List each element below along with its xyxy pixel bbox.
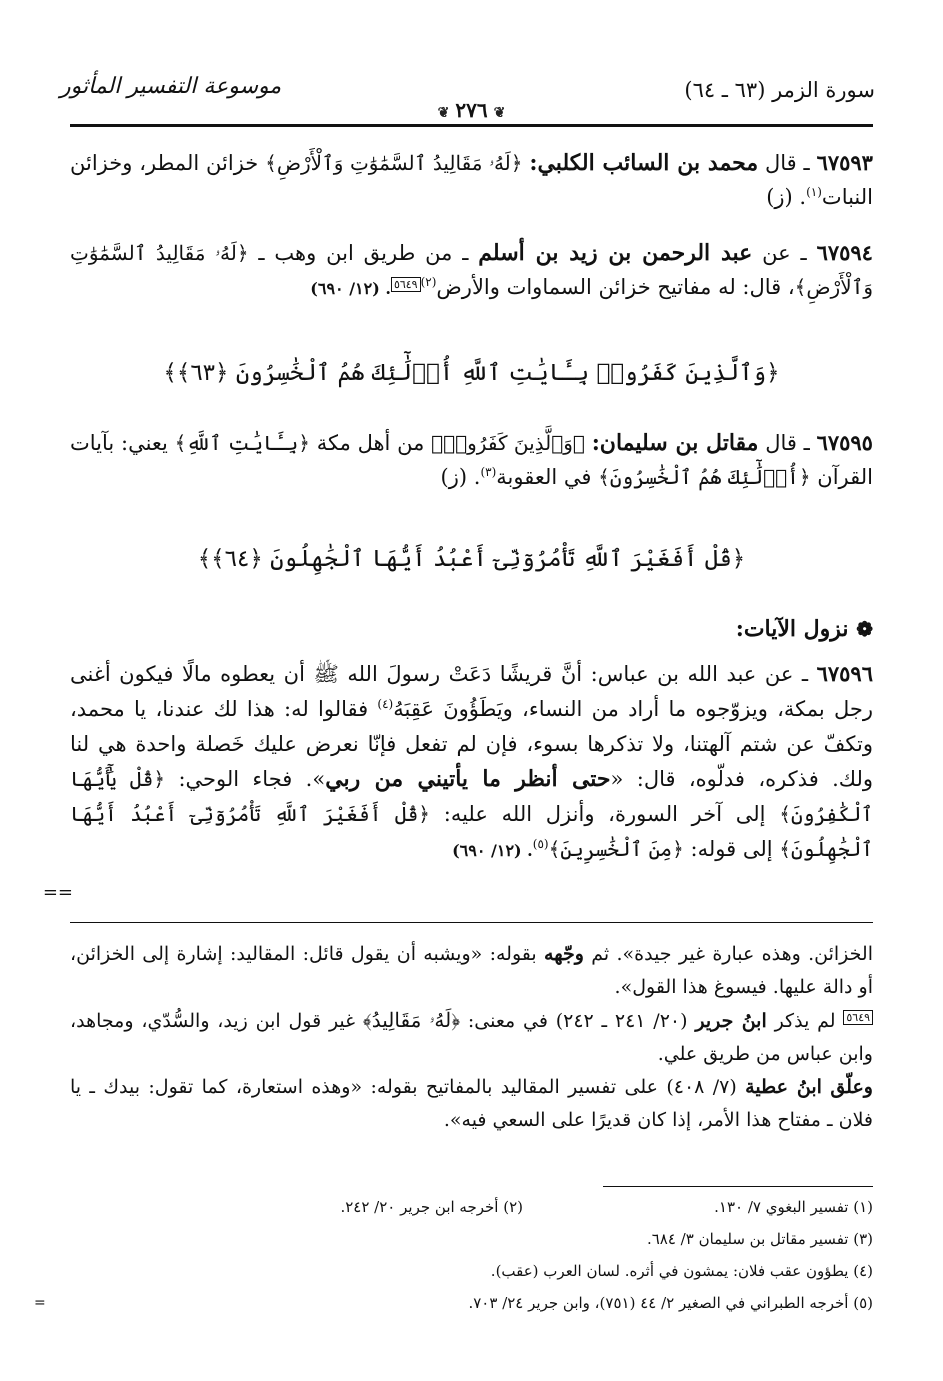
ornament-icon: ❦ [493, 105, 506, 121]
footnote-ref[interactable]: (١) [806, 185, 822, 199]
verse-64: ﴿قُلْ أَفَغَيْرَ ٱللَّهِ تَأْمُرُوٓنِّىٓ أَعْبُدُ أَيُّهَا ٱلْجَٰهِلُونَ ﴿٦٤﴾﴾ [197, 546, 746, 572]
narrator-name: مقاتل بن سليمان: [591, 430, 759, 456]
quran-quote: ﴿بِـَٔايَٰتِ ٱللَّهِ﴾ [174, 431, 310, 455]
commentary-emphasis: وجّهه [544, 943, 584, 965]
surah-title: سورة الزمر (٦٣ ـ ٦٤) [684, 78, 875, 102]
commentary-paragraph [70, 938, 873, 1004]
page-number: ٢٧٦ [455, 98, 488, 122]
quran-quote: ﴿قُلْ يَٰٓأَيُّهَا ٱلْكَٰفِرُونَ﴾ [70, 767, 873, 826]
quran-quote: ﴿لَهُۥ مَقَالِيدُ ٱلسَّمَٰوَٰتِ وَٱلْأَرْضِ﴾ [70, 241, 873, 299]
page-number-line [60, 98, 883, 122]
quran-quote: ﴿لَهُۥ مَقَالِيدُ﴾ [362, 1008, 461, 1032]
footnote-rule [603, 1186, 873, 1187]
entry-text: إلى قوله: [690, 837, 773, 861]
entry-number: ٦٧٥٩٦ [816, 661, 873, 686]
footnote-1: (١) تفسير البغوي ٧/ ١٣٠. [714, 1198, 873, 1216]
entry-text: ـ قال [765, 151, 810, 175]
entry-text: في العقوبة [496, 465, 592, 489]
footnote-4: (٤) يطؤون عقب فلان: يمشون في أثره. لسان العرب (عقب). [490, 1262, 873, 1280]
entry-67594 [70, 236, 873, 306]
entry-text: . (ز) [440, 465, 481, 489]
entry-text: ـ عن [762, 241, 807, 265]
footnote-ref[interactable]: (٢) [420, 275, 437, 289]
footnote-ref[interactable]: (٣) [480, 465, 497, 479]
commentary-text: (٧/ ٤٠٨) على تفسير المقاليد بالمفاتيح بقوله: «وهذه استعارة، كما تقول: بيدك ـ يا فلان ـ مفتاح هذا الأمر، إذا كان قديرًا على السعي فيه». [70, 1076, 873, 1131]
quran-quote: ﴿وَٱلَّذِينَ كَفَرُوا۟﴾ [431, 431, 585, 455]
footnote-3: (٣) تفسير مقاتل بن سليمان ٣/ ٦٨٤. [646, 1230, 873, 1248]
commentary-text: لم يذكر [774, 1010, 836, 1032]
footnote-2: (٢) أخرجه ابن جرير ٢٠/ ٢٤٢. [340, 1198, 523, 1216]
entry-text: ـ عن عبد الله بن عباس: أنَّ قريشًا دَعَتْ رسولَ الله ﷺ أن يعطوه مالًا فيكون أغنى رجل بمكة، ويزوّجوه ما أراد من النساء، ويَطَؤُونَ عَقِبَهُ [70, 662, 873, 721]
volume-ref: . (١٢/ ٦٩٠) [452, 841, 533, 860]
entry-text: . (ز) [766, 185, 807, 209]
entry-text: ». فجاء الوحي: [178, 767, 326, 791]
commentary-box-ref[interactable]: ٥٦٤٩ [391, 277, 421, 292]
entry-number: ٦٧٥٩٣ [816, 150, 873, 175]
commentary-emphasis: وعلّق [830, 1076, 873, 1098]
page-header [60, 70, 883, 120]
commentary-text: بقوله: «ويشبه أن يقول قائل: المقاليد: إشارة إلى الخزائن، أو دالة عليها. فيسوغ هذا القول». [70, 943, 873, 998]
commentary-emphasis: ابنُ عطية [745, 1076, 822, 1098]
entry-text: يعني: بآيات القرآن [70, 431, 873, 489]
continuation-mark: == [42, 882, 73, 903]
section-heading [70, 616, 873, 642]
margin-mark: = [34, 1295, 46, 1311]
footnote-ref[interactable]: (٥) [532, 837, 549, 851]
book-title: موسوعة التفسير المأثور [60, 74, 282, 99]
narrator-name: عبد الرحمن بن زيد بن أسلم [478, 240, 753, 266]
commentary-text: غير قول ابن زيد، والسُّدّي، ومجاهد، وابن عباس من طريق علي. [70, 1010, 873, 1065]
entry-text: خزائن المطر، وخزائن النبات [70, 151, 873, 209]
quran-quote: ﴿مِنَ ٱلْخَٰسِرِينَ﴾ [548, 837, 684, 861]
header-rule [70, 124, 873, 127]
ornament-icon: ❦ [437, 105, 450, 121]
quran-quote: ﴿أُو۟لَٰٓئِكَ هُمُ ٱلْخَٰسِرُونَ﴾ [598, 465, 811, 489]
commentary-paragraph [70, 1004, 873, 1071]
narrator-name: محمد بن السائب الكلبي: [529, 150, 759, 176]
commentary-box-label: ٥٦٤٩ [843, 1010, 873, 1025]
commentary-rule [70, 922, 873, 923]
section-heading-text: نزول الآيات: [735, 616, 849, 642]
entry-text: ـ من طريق ابن وهب ـ [258, 241, 469, 265]
quran-quote: ﴿لَهُۥ مَقَالِيدُ ٱلسَّمَٰوَٰتِ وَٱلْأَرْضِ﴾ [265, 151, 523, 175]
footnote-5: (٥) أخرجه الطبراني في الصغير ٢/ ٤٤ (٧٥١)، وابن جرير ٢٤/ ٧٠٣. [468, 1294, 873, 1312]
commentary-paragraph [70, 1071, 873, 1137]
verse-63: ﴿وَٱلَّذِينَ كَفَرُوا۟ بِـَٔايَٰتِ ٱللَّهِ أُو۟لَٰٓئِكَ هُمُ ٱلْخَٰسِرُونَ ﴿٦٣﴾﴾ [163, 360, 780, 386]
entry-67596 [70, 656, 873, 868]
entry-text: ، قال: له مفاتيح خزائن السماوات والأرض [436, 275, 795, 299]
quran-quote: ﴿قُلْ أَفَغَيْرَ ٱللَّهِ تَأْمُرُوٓنِّىٓ أَعْبُدُ أَيُّهَا ٱلْجَٰهِلُونَ﴾ [70, 802, 873, 861]
entry-number: ٦٧٥٩٤ [816, 240, 873, 265]
entry-number: ٦٧٥٩٥ [816, 430, 873, 455]
commentary-emphasis: ابنُ جرير [695, 1010, 767, 1032]
flower-icon: ❁ [856, 617, 873, 641]
hadith-quote: حتى أنظر ما يأتيني من ربي [325, 766, 611, 792]
volume-ref: . (١٢/ ٦٩٠) [310, 279, 391, 298]
commentary-text: الخزائن. وهذه عبارة غير جيدة». ثم [591, 943, 873, 965]
entry-67593 [70, 146, 873, 214]
entry-67595 [70, 426, 873, 494]
entry-text: من أهل مكة [316, 431, 425, 455]
entry-text: إلى آخر السورة، وأنزل الله عليه: [443, 802, 766, 826]
footnote-ref[interactable]: (٤) [377, 697, 394, 711]
commentary [70, 938, 873, 1137]
entry-text: فقالوا له: هذا لك عندنا، يا محمد، وتكفّ عن شتم آلهتنا، ولا تذكرها بسوء، فإن لم تفعل فإنّا نعرض عليك خَصلة واحدة هي لنا ولك. فذكره، فدلّوه، قال: « [70, 697, 874, 791]
commentary-text: (٢٠/ ٢٤١ ـ ٢٤٢) في معنى: [467, 1010, 688, 1032]
entry-text: ـ قال [765, 431, 810, 455]
